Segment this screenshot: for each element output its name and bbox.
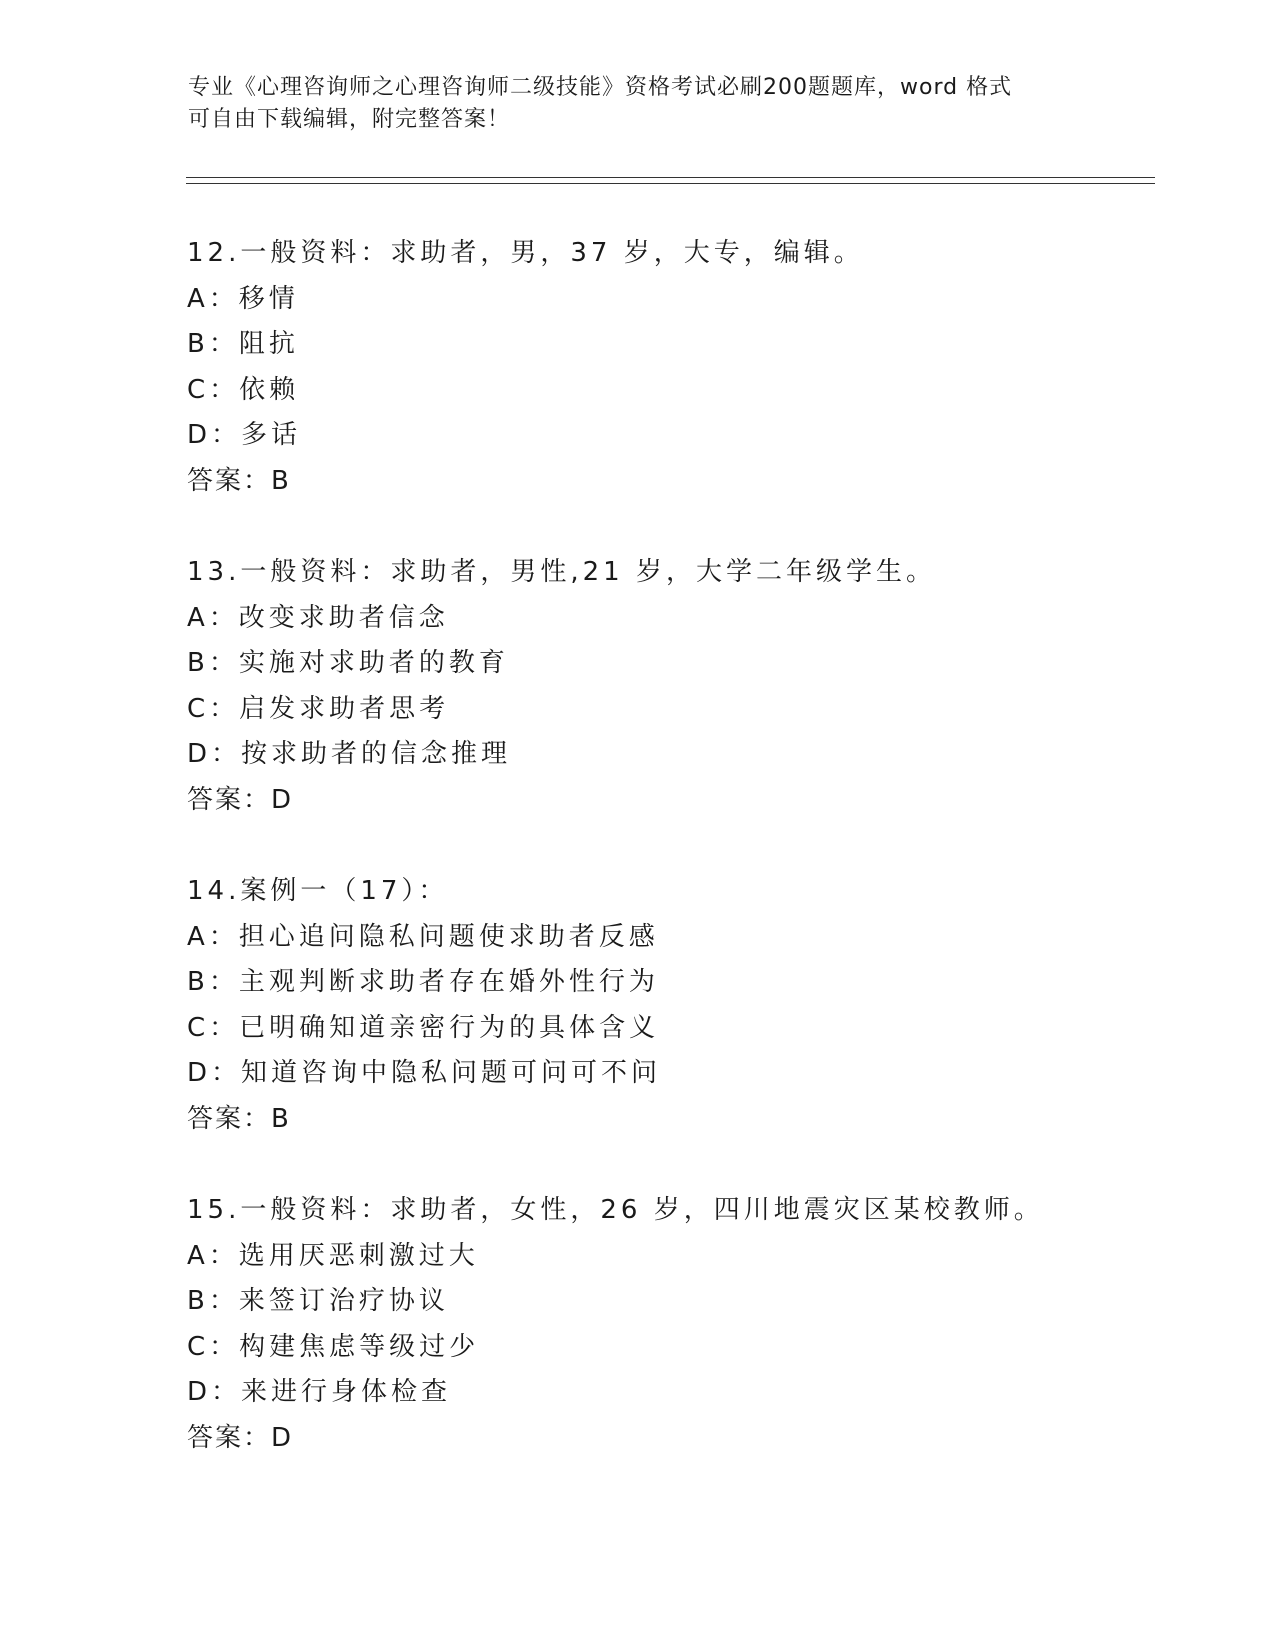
header-divider-top — [186, 177, 1155, 178]
answer-line — [187, 1416, 1147, 1462]
document-header — [188, 72, 1088, 136]
header-title-line-2: 可自由下载编辑，附完整答案！ — [188, 107, 511, 132]
option-d: D：多话 — [187, 420, 302, 450]
question-14 — [187, 869, 1147, 1142]
option-d: D：按求助者的信念推理 — [187, 739, 512, 769]
answer-line — [187, 459, 1147, 505]
option-b: B：主观判断求助者存在婚外性行为 — [187, 967, 659, 997]
answer-line — [187, 778, 1147, 824]
answer-value: D — [271, 1422, 292, 1453]
answer-value: D — [271, 784, 292, 815]
option-a: A：担心追问隐私问题使求助者反感 — [187, 921, 659, 952]
option-c: C：已明确知道亲密行为的具体含义 — [187, 1012, 660, 1043]
header-divider-bottom — [186, 183, 1155, 184]
option-c: C：依赖 — [187, 374, 300, 405]
option-a: A：选用厌恶刺激过大 — [187, 1240, 479, 1271]
option-d: D：来进行身体检查 — [187, 1377, 452, 1407]
answer-label: 答案： — [187, 784, 272, 815]
question-list — [187, 231, 1147, 1461]
answer-label: 答案： — [187, 465, 272, 496]
question-stem: 12.一般资料：求助者，男，37 岁，大专，编辑。 — [187, 238, 864, 268]
question-stem: 15.一般资料：求助者，女性，26 岁，四川地震灾区某校教师。 — [187, 1195, 1044, 1225]
header-title-line-1: 专业《心理咨询师之心理咨询师二级技能》资格考试必刷200题题库，word 格式 — [188, 75, 1013, 100]
answer-line — [187, 1097, 1147, 1143]
option-c: C：构建焦虑等级过少 — [187, 1331, 480, 1362]
answer-value: B — [271, 1103, 289, 1134]
question-13 — [187, 550, 1147, 823]
option-a: A：移情 — [187, 283, 299, 314]
answer-label: 答案： — [187, 1103, 272, 1134]
question-12 — [187, 231, 1147, 504]
question-stem: 13.一般资料：求助者，男性,21 岁，大学二年级学生。 — [187, 557, 936, 587]
option-c: C：启发求助者思考 — [187, 693, 450, 724]
option-b: B：来签订治疗协议 — [187, 1286, 449, 1316]
option-a: A：改变求助者信念 — [187, 602, 449, 633]
question-15 — [187, 1188, 1147, 1461]
option-b: B：阻抗 — [187, 329, 299, 359]
option-b: B：实施对求助者的教育 — [187, 648, 509, 678]
option-d: D：知道咨询中隐私问题可问可不问 — [187, 1058, 662, 1088]
answer-value: B — [271, 465, 289, 496]
answer-label: 答案： — [187, 1422, 272, 1453]
question-stem: 14.案例一（17）： — [187, 876, 449, 906]
